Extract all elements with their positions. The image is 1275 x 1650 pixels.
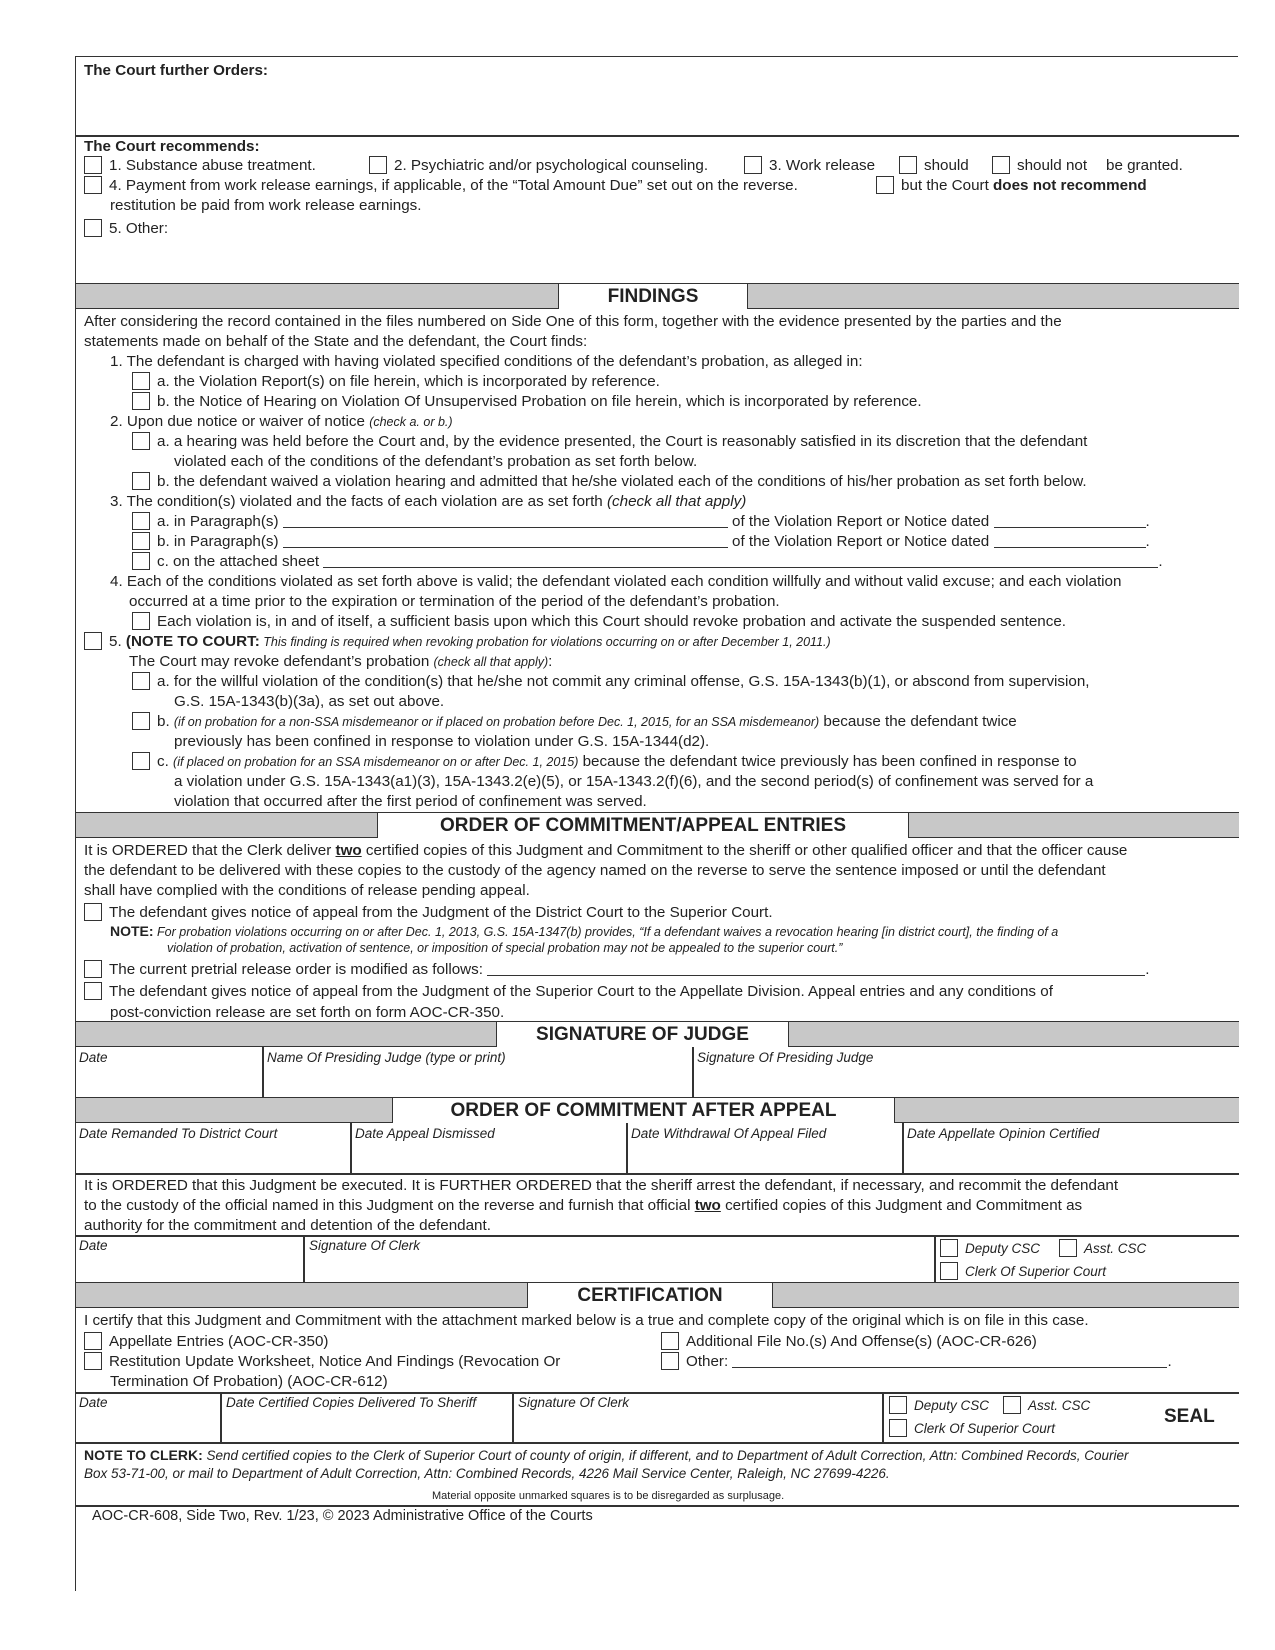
finding-2b-label: b. the defendant waived a violation hearing and admitted that he/she violated each of the conditions of his/her probation as set forth below.	[157, 473, 1087, 490]
finding-3b-date-field[interactable]	[994, 533, 1146, 548]
commitment-note-label: NOTE:	[110, 923, 154, 939]
after-appeal-dates-row	[76, 1123, 1239, 1173]
finding-5c-continued-1: a violation under G.S. 15A-1343(a1)(3), 15A-1343.2(e)(5), or 15A-1343.2(f)(6), and the second period(s) of confinement was served for a	[174, 773, 1094, 790]
after-appeal-p2a: to the custody of the official named in this Judgment on the reverse and furnish that official	[84, 1197, 695, 1214]
surplusage-note: Material opposite unmarked squares is to be disregarded as surplusage.	[432, 1490, 785, 1502]
appeal-superior-continued: post-conviction release are set forth on form AOC-CR-350.	[110, 1004, 505, 1021]
after-appeal-title: ORDER OF COMMITMENT AFTER APPEAL	[392, 1097, 895, 1123]
finding-3b-checkbox[interactable]	[132, 532, 150, 550]
finding-4-each-label: Each violation is, in and of itself, a sufficient basis upon which this Court should revoke probation and activate the suspended sentence.	[157, 613, 1066, 630]
finding-3a-paragraph-field[interactable]	[283, 513, 728, 528]
signature-judge-header	[76, 1021, 1239, 1047]
recommend-payment-continued: restitution be paid from work release earnings.	[110, 197, 422, 214]
after-appeal-two: two	[694, 1197, 721, 1214]
after-appeal-p3: authority for the commitment and detention of the defendant.	[84, 1217, 491, 1234]
finding-5-note: (NOTE TO COURT:	[125, 633, 260, 650]
finding-3c-checkbox[interactable]	[132, 552, 150, 570]
findings-intro-1: After considering the record contained in the files numbered on Side One of this form, together with the evidence presented by the parties and the	[84, 313, 1062, 330]
finding-5c-italic: (if placed on probation for an SSA misdemeanor on or after Dec. 1, 2015)	[173, 755, 579, 769]
finding-3b-report-label: of the Violation Report or Notice dated	[732, 533, 990, 550]
cert-deputy-checkbox[interactable]	[889, 1396, 907, 1414]
finding-1b-checkbox[interactable]	[132, 392, 150, 410]
finding-1a-checkbox[interactable]	[132, 372, 150, 390]
finding-4: 4. Each of the conditions violated as set forth above is valid; the defendant violated each condition willfully and without valid excuse; and each violation	[110, 573, 1122, 590]
finding-5b-post: because the defendant twice	[819, 713, 1017, 730]
cert-signature-label: Signature Of Clerk	[518, 1395, 630, 1410]
certification-title: CERTIFICATION	[527, 1282, 773, 1308]
recommend-other-label: 5. Other:	[109, 220, 169, 237]
finding-5c-post: because the defendant twice previously has been confined in response to	[578, 753, 1077, 770]
recommends-title: The Court recommends:	[84, 138, 260, 155]
further-orders-section	[76, 57, 1239, 135]
appeal-superior-label: The defendant gives notice of appeal from the Judgment of the Superior Court to the Appellate Division. Appeal entries and any conditions of	[109, 983, 1053, 1000]
commitment-section: It is ORDERED that the Clerk deliver two certified copies of this Judgment and Commitment to the sheriff or other qualified officer and that the officer cause the defendant to be delivered with these copies to the custody of the agency named on the reverse to serve the sentence imposed or until the defendant shall have complied with the conditions of release pending appeal. The defendant gives notice of appeal from the Judgment of the District Court to the Superior Court. NOTE: For probation violations occurring on or after Dec. 1, 2013, G.S. 15A-1347(b) provides, “If a defendant waives a revocation hearing [in district court], the finding of a violation of probation, activation of sentence, or imposition of special probation may not be appealed to the superior court.” The current pretrial release order is modified as follows: . The defendant gives notice of appeal from the Judgment of the Superior Court to the Appellate Division. Appeal entries and any conditions of post-conviction release are set forth on form AOC-CR-350.	[84, 842, 1150, 1021]
seal-label: SEAL	[1164, 1406, 1215, 1427]
finding-3c-label: c. on the attached sheet	[157, 553, 320, 570]
cert-other-checkbox[interactable]	[661, 1352, 679, 1370]
cert-clerk-label: Clerk Of Superior Court	[914, 1421, 1056, 1436]
finding-4-each-checkbox[interactable]	[132, 612, 150, 630]
finding-5b-prefix: b.	[157, 713, 174, 730]
cert-deputy-label: Deputy CSC	[914, 1398, 990, 1413]
finding-5b-continued: previously has been confined in response to violation under G.S. 15A-1344(d2).	[174, 733, 710, 750]
commitment-title: ORDER OF COMMITMENT/APPEAL ENTRIES	[377, 812, 909, 838]
finding-1b-label: b. the Notice of Hearing on Violation Of Unsupervised Probation on file herein, which is incorporated by reference.	[157, 393, 922, 410]
note-clerk-label: NOTE TO CLERK:	[84, 1447, 203, 1463]
finding-5b-italic: (if on probation for a non-SSA misdemeanor or if placed on probation before Dec. 1, 2015, for an SSA misdemeanor)	[173, 715, 820, 729]
should-label: should	[924, 157, 969, 174]
finding-2a-checkbox[interactable]	[132, 432, 150, 450]
recommend-counseling-checkbox[interactable]	[369, 156, 387, 174]
finding-5-note-text: This finding is required when revoking probation for violations occurring on or after December 1, 2011.)	[259, 635, 831, 649]
finding-2-hint: (check a. or b.)	[369, 415, 453, 429]
findings-title: FINDINGS	[558, 283, 748, 309]
cert-restitution-label-1: Restitution Update Worksheet, Notice And Findings (Revocation Or	[109, 1353, 561, 1370]
finding-3a-label: a. in Paragraph(s)	[157, 513, 279, 530]
cert-appellate-label: Appellate Entries (AOC-CR-350)	[109, 1333, 329, 1350]
but-court-label: but the Court	[901, 177, 994, 194]
after-appeal-p1: It is ORDERED that this Judgment be executed. It is FURTHER ORDERED that the sheriff arrest the defendant, if necessary, and recommit the defendant	[84, 1177, 1119, 1194]
note-clerk-text-1: Send certified copies to the Clerk of Superior Court of county of origin, if different, and to Department of Adult Correction, Attn: Combined Records, Courier	[202, 1448, 1129, 1463]
finding-5-checkbox[interactable]	[84, 632, 102, 650]
finding-3a-report-label: of the Violation Report or Notice dated	[732, 513, 990, 530]
certification-text: I certify that this Judgment and Commitment with the attachment marked below is a true and complete copy of the original which is on file in this case.	[84, 1312, 1089, 1329]
after-appeal-asst-label: Asst. CSC	[1084, 1241, 1147, 1256]
finding-3-hint: (check all that apply)	[606, 493, 747, 510]
date-remanded-label: Date Remanded To District Court	[79, 1126, 278, 1141]
recommend-work-release-checkbox[interactable]	[744, 156, 762, 174]
pretrial-modification-field[interactable]	[487, 961, 1145, 976]
note-clerk-text-2: Box 53-71-00, or mail to Department of Adult Correction, Attn: Combined Records, 4226 Mail Service Center, Raleigh, NC 27699-4226.	[84, 1466, 890, 1481]
form-footer: AOC-CR-608, Side Two, Rev. 1/23, © 2023 Administrative Office of the Courts	[92, 1508, 593, 1524]
appeal-district-checkbox[interactable]	[84, 903, 102, 921]
commitment-header	[76, 812, 1239, 838]
commitment-p2: the defendant to be delivered with these copies to the custody of the agency named on the reverse to serve the sentence imposed or until the defendant	[84, 862, 1106, 879]
finding-2a-continued: violated each of the conditions of the defendant’s probation as set forth below.	[174, 453, 698, 470]
finding-3b-paragraph-field[interactable]	[283, 533, 728, 548]
after-appeal-clerk-checkbox[interactable]	[940, 1262, 958, 1280]
after-appeal-deputy-checkbox[interactable]	[940, 1239, 958, 1257]
date-opinion-label: Date Appellate Opinion Certified	[907, 1126, 1100, 1141]
finding-5-number: 5.	[109, 633, 126, 650]
finding-5a-label: a. for the willful violation of the condition(s) that he/she not commit any criminal offense, G.S. 15A-1343(b)(1), or abscond from supervision,	[157, 673, 1090, 690]
judge-signature-label: Signature Of Presiding Judge	[697, 1050, 874, 1065]
finding-5a-continued: G.S. 15A-1343(b)(3a), as set out above.	[174, 693, 445, 710]
after-appeal-date-label: Date	[79, 1238, 108, 1253]
after-appeal-asst-checkbox[interactable]	[1059, 1239, 1077, 1257]
pretrial-checkbox[interactable]	[84, 960, 102, 978]
date-dismissed-label: Date Appeal Dismissed	[355, 1126, 495, 1141]
finding-3c-field[interactable]	[323, 553, 1158, 568]
recommend-payment-checkbox[interactable]	[84, 176, 102, 194]
cert-asst-label: Asst. CSC	[1028, 1398, 1091, 1413]
finding-5a-checkbox[interactable]	[132, 672, 150, 690]
finding-5c-prefix: c.	[157, 753, 174, 770]
pretrial-label: The current pretrial release order is modified as follows:	[109, 961, 483, 978]
finding-3b-label: b. in Paragraph(s)	[157, 533, 279, 550]
be-granted-label: be granted.	[1106, 157, 1183, 174]
finding-2b-checkbox[interactable]	[132, 472, 150, 490]
appeal-superior-checkbox[interactable]	[84, 982, 102, 1000]
after-appeal-p2b: certified copies of this Judgment and Commitment as	[720, 1197, 1083, 1214]
finding-1: 1. The defendant is charged with having violated specified conditions of the defendant’s probation, as alleged in:	[110, 353, 863, 370]
after-appeal-clerk-label: Clerk Of Superior Court	[965, 1264, 1107, 1279]
findings-header	[76, 283, 1239, 309]
commitment-note-2: violation of probation, activation of sentence, or imposition of special probation may not be appealed to the superior court.”	[167, 941, 843, 955]
cert-additional-checkbox[interactable]	[661, 1332, 679, 1350]
signature-judge-row	[76, 1047, 1239, 1097]
cert-additional-label: Additional File No.(s) And Offense(s) (AOC-CR-626)	[686, 1333, 1037, 1350]
after-appeal-header	[76, 1097, 1239, 1123]
does-not-recommend-label: does not recommend	[993, 177, 1147, 194]
does-not-recommend-checkbox[interactable]	[876, 176, 894, 194]
finding-3a-date-field[interactable]	[994, 513, 1146, 528]
findings-intro-2: statements made on behalf of the State and the defendant, the Court finds:	[84, 333, 588, 350]
finding-5-hint: (check all that apply)	[433, 655, 549, 669]
certification-section: I certify that this Judgment and Commitment with the attachment marked below is a true and complete copy of the original which is on file in this case. Appellate Entries (AOC-CR-350) Restitution Update Worksheet, Notice And Findings (Revocation Or Termination Of Probation) (AOC-CR-612) Additional File No.(s) And Offense(s) (AOC-CR-626) Other: .	[84, 1312, 1172, 1390]
signature-judge-title: SIGNATURE OF JUDGE	[496, 1021, 789, 1047]
findings-section: After considering the record contained in the files numbered on Side One of this form, together with the evidence presented by the parties and the statements made on behalf of the State and the defendant, the Court finds: 1. The defendant is charged with having violated specified conditions of the defendant’s probation, as alleged in: a. the Violation Report(s) on file herein, which is incorporated by reference. b. the Notice of Hearing on Violation Of Unsupervised Probation on file herein, which is incorporated by reference. 2. Upon due notice or waiver of notice (check a. or b.) a. a hearing was held before the Court and, by the evidence presented, the Court is reasonably satisfied in its discretion that the defendant violated each of the conditions of the defendant’s probation as set forth below. b. the defendant waived a violation hearing and admitted that he/she violated each of the conditions of his/her probation as set forth below. 3. The condition(s) violated and the facts of each violation are as set forth (check all that apply) a. in Paragraph(s) of the Violation Report or Notice dated . b. in Paragraph(s) of the Violation Report or Notice dated . c. on the attached sheet . 4. Each of the conditions violated as set forth above is valid; the defendant violated each condition willfully and without valid excuse; and each violation occurred at a time prior to the expiration or termination of the period of the defendant’s probation. Each violation is, in and of itself, a sufficient basis upon which this Court should revoke probation and activate the suspended sentence. 5. (NOTE TO COURT: This finding is required when revoking probation for violations occurring on or after December 1, 2011.) The Court may revoke defendant’s probation (check all that apply): a. for the willful violation of the condition(s) that he/she not commit any criminal offense, G.S. 15A-1343(b)(1), or abscond from supervision, G.S. 15A-1343(b)(3a), as set out above. b. (if on probation for a non-SSA misdemeanor or if placed on probation before Dec. 1, 2015, for an SSA misdemeanor) because the defendant twice previously has been confined in response to violation under G.S. 15A-1344(d2). c. (if placed on probation for an SSA misdemeanor on or after Dec. 1, 2015) because the defendant twice previously has been confined in response to a violation under G.S. 15A-1343(a1)(3), 15A-1343.2(e)(5), or 15A-1343.2(f)(6), and the second period(s) of confinement was served for a violation that occurred after the first period of confinement was served.	[84, 313, 1163, 810]
recommend-work-release-label: 3. Work release	[769, 157, 876, 174]
recommend-substance-label: 1. Substance abuse treatment.	[109, 157, 316, 174]
finding-2a-label: a. a hearing was held before the Court and, by the evidence presented, the Court is reasonably satisfied in its discretion that the defendant	[157, 433, 1088, 450]
cert-appellate-checkbox[interactable]	[84, 1332, 102, 1350]
cert-clerk-checkbox[interactable]	[889, 1419, 907, 1437]
certification-signature-row	[76, 1393, 1239, 1443]
commitment-p1b: certified copies of this Judgment and Commitment to the sheriff or other qualified officer and that the officer cause	[361, 842, 1128, 859]
recommend-payment-label: 4. Payment from work release earnings, if applicable, of the “Total Amount Due” set out on the reverse.	[109, 177, 798, 194]
recommend-counseling-label: 2. Psychiatric and/or psychological counseling.	[394, 157, 709, 174]
commitment-p1a: It is ORDERED that the Clerk deliver	[84, 842, 336, 859]
after-appeal-deputy-label: Deputy CSC	[965, 1241, 1041, 1256]
certification-header	[76, 1282, 1239, 1308]
recommend-other-checkbox[interactable]	[84, 219, 102, 237]
recommend-substance-checkbox[interactable]	[84, 156, 102, 174]
further-orders-label: The Court further Orders:	[84, 62, 268, 79]
cert-date-label: Date	[79, 1395, 108, 1410]
should-not-checkbox[interactable]	[992, 156, 1010, 174]
commitment-two: two	[335, 842, 362, 859]
finding-3a-checkbox[interactable]	[132, 512, 150, 530]
commitment-note-1: For probation violations occurring on or after Dec. 1, 2013, G.S. 15A-1347(b) provides, “If a defendant waives a revocation hearing [in district court], the finding of a	[157, 925, 1059, 939]
cert-other-label: Other:	[686, 1353, 729, 1370]
judge-date-label: Date	[79, 1050, 108, 1065]
finding-2: 2. Upon due notice or waiver of notice	[110, 413, 370, 430]
appeal-district-label: The defendant gives notice of appeal from the Judgment of the District Court to the Superior Court.	[109, 904, 773, 921]
finding-3: 3. The condition(s) violated and the facts of each violation are as set forth	[110, 493, 607, 510]
cert-delivered-label: Date Certified Copies Delivered To Sheriff	[226, 1395, 477, 1410]
cert-other-field[interactable]	[732, 1353, 1167, 1368]
cert-asst-checkbox[interactable]	[1003, 1396, 1021, 1414]
after-appeal-signature-label: Signature Of Clerk	[309, 1238, 421, 1253]
finding-5c-checkbox[interactable]	[132, 752, 150, 770]
should-checkbox[interactable]	[899, 156, 917, 174]
cert-restitution-label-2: Termination Of Probation) (AOC-CR-612)	[110, 1373, 388, 1390]
finding-5b-checkbox[interactable]	[132, 712, 150, 730]
finding-5c-continued-2: violation that occurred after the first period of confinement was served.	[174, 793, 647, 810]
cert-restitution-checkbox[interactable]	[84, 1352, 102, 1370]
judgment-form-side-two	[75, 56, 1238, 1591]
after-appeal-signature-row	[76, 1236, 1239, 1282]
should-not-label: should not	[1017, 157, 1088, 174]
judge-name-label: Name Of Presiding Judge (type or print)	[267, 1050, 506, 1065]
commitment-p3: shall have complied with the conditions of release pending appeal.	[84, 882, 530, 899]
finding-1a-label: a. the Violation Report(s) on file herein, which is incorporated by reference.	[157, 373, 660, 390]
date-withdrawal-label: Date Withdrawal Of Appeal Filed	[631, 1126, 827, 1141]
finding-4-continued: occurred at a time prior to the expiration or termination of the period of the defendant’s probation.	[129, 593, 780, 610]
finding-5-may: The Court may revoke defendant’s probation	[129, 653, 434, 670]
